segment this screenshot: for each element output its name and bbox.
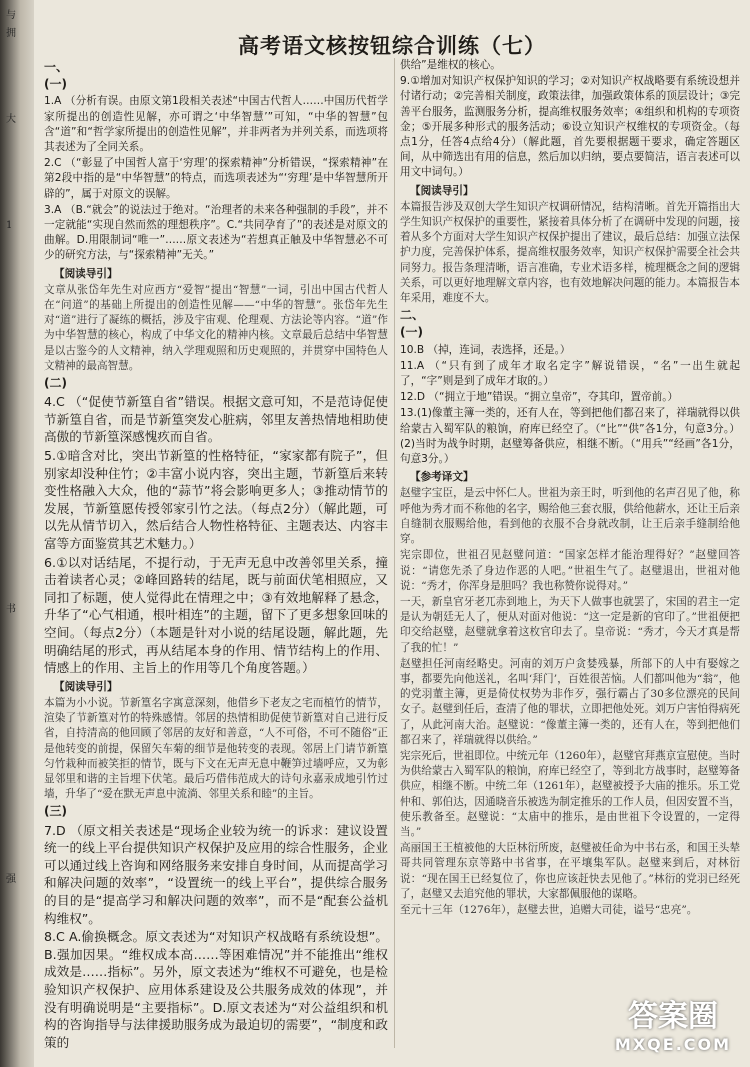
spine-char: 拥: [6, 28, 16, 39]
left-column: [44, 58, 388, 1052]
column-divider: [394, 58, 395, 1048]
watermark-logo-text: 答案圈: [628, 999, 718, 1034]
translation-paragraph: 一天，新皇官牙老兀赤到地上，为天下人做事也就罢了，宋国的君主一定是认为朝廷无人了，便从对面对他说：“这一定是新的官印了。”世祖便把印交给赵璧，赵璧就拿着这枚官印去了。皇帝说：“秀才，今天才真是帮了我的忙！”: [400, 595, 740, 654]
watermark-logo-url: MXQE.COM: [614, 1035, 732, 1054]
subsection-heading: (一): [44, 77, 67, 92]
answer-item: 12.D （“拥立于地”错误。“拥立皇帝”，夺其印，置帝前。）: [400, 391, 679, 404]
answer-item: 1.A （分析有误。由原文第1段相关表述“中国古代哲人……中国历代哲学家所提出的创造性见解，亦可谓之‘中华智慧’”可知，“中华的智慧”包含“道”和“哲学家所提出的创造性见解”，并非两者为并列关系，而选项将其表述为了全同关系。: [44, 95, 388, 154]
page-title: 高考语文核按钮综合训练（七）: [238, 33, 546, 58]
translation-paragraph: 赵璧担任河南经略史。河南的刘万户贪婪残暴，所部下的人中有娶嫁之事，都要先向他送礼，名叫‘拜门’，百姓很苦恼。人们都叫他为“翁”，他的党羽董主簿，更是倚仗权势为非作歹，强行霸占了30多位漂亮的民间女子。赵璧到任后，查清了他的罪状，立即把他处死。刘万户害怕得病死了，从此河南大治。赵璧说：“像董主簿一类的，还有人在，等到把他们都召来了，祥瑞就得以供给。”: [400, 657, 740, 746]
translation-paragraph: 高丽国王王植被他的大臣林衍所废，赵璧被任命为中书右丞，和国王头辇哥共同管理东京等路中书省事，在平壤集军队。赵璧来到后，对林衍说：“现在国王已经复位了，你也应该赶快去见他了。”林衍的党羽已经死了，赵璧又去追究他的罪状，大家都佩服他的谋略。: [400, 842, 740, 900]
answer-item: 8.C A.偷换概念。原文表述为“对知识产权战略有系统设想”。B.强加因果。“维权成本高……等困难情况”并不能推出“维权成效是……指标”。另外，原文表述为“维权不可避免，也是检验知识产权保护、应用体系建设及公共服务成效的体现”，并没有明确说明是“主要指标”。D.原文表述为“对公益组织和机构的咨询指导与法律援助服务成为最迫切的需要”，“制度和政策的: [44, 929, 388, 1050]
translation-paragraph: 宪宗死后，世祖即位。中统元年（1260年），赵璧官拜燕京宣慰使。当时为供给蒙古入蜀军队的粮饷，府库已经空了，等到北方战事时，赵璧筹备供应，相继不断。中统二年（1261年），赵璧被授予大庙的推乐。乐工党仲和、郭伯达，因通晓音乐被选为制定推乐的工作人员，但因安置不当，使乐教备至。赵璧说：“太庙中的推乐，是由世祖下令设置的，一定得当。”: [400, 749, 740, 838]
section-heading: 一、: [44, 60, 69, 74]
spine-char: 强: [6, 874, 16, 885]
reading-guide-text: 本篇报告涉及双创大学生知识产权调研情况，结构清晰。首先开篇指出大学生知识产权保护的重要性，紧接着具体分析了在调研中发现的问题，接着从多个方面对大学生知识产权保护提出了建议，最后总结：加强立法保护力度，完善保护体系，提高维权服务效率，知识产权保护需要全社会共同努力。报告条理清晰，语言准确，专业术语多样，梳理概念之间的逻辑关系，可以更好地理解文章内容，也有效地解决问题的能力。本篇报告本年采用，难度不大。: [400, 200, 740, 305]
section-heading: 二、: [400, 308, 425, 323]
book-spine: [0, 0, 34, 1067]
translation-paragraph: 宪宗即位，世祖召见赵璧问道：“国家怎样才能治理得好？”赵璧回答说：“请您先杀了身边作恶的人吧。”世祖生气了。赵璧退出，世祖对他说：“秀才，你浑身是胆吗？我也称赞你说得对。”: [400, 549, 740, 592]
reading-guide-heading: 【 阅读导引 】: [54, 267, 388, 282]
subsection-heading: (一): [400, 325, 423, 340]
answer-page: [34, 0, 750, 1067]
reading-guide-text: 本篇为小小说。节新篁名字寓意深刻，他借乡下老友之宅而植竹的情节，渲染了节新篁对竹的特殊感情。邻居的热情相助促使节新篁对自己进行反省，自持清高的他回顾了邻居的友好和善意，“人不可俗，不可不随俗”正是他转变的前提，保留矢车菊的细节是他转变的表现。邻居上门请节新篁匀竹栽种而被笑拒的情节，既与下文在无声无息中鞭笋过墙呼应，又为彰显邻里和谐的主旨埋下伏笔。最后巧借伟范成大的诗句永嘉汞成地引竹过墙，升华了“爱在默无声息中流淌、邻里关系和睦”的主旨。: [44, 696, 388, 801]
translation-heading: 【 参考译文 】: [410, 470, 740, 485]
translation-paragraph: 赵璧字宝臣，是云中怀仁人。世祖为亲王时，听到他的名声召见了他，称呼他为秀才而不称他的名字，赐给他三套衣服，供给他薪水，还让王后亲自缝制衣服赐给他，看到他的衣服不合身就改制，让王后亲手缝制给他穿。: [400, 487, 740, 546]
spine-char: 大: [6, 114, 16, 125]
reading-guide-heading: 【 阅读导引 】: [54, 680, 388, 695]
right-column: [400, 58, 740, 919]
answer-item: 5.①暗含对比，突出节新篁的性格特征，“家家都有院子”，但别家却没种住竹；②丰富小说内容，突出主题，节新篁后来转变性格融入大众，他的“蒜节”将会影响更多人；③推动情节的发展，节新篁愿传授邻家引竹之法。（每点2分）（解此题，可以先从情节切入，然后结合人物性格特征、主题表达、内容丰富等方面鉴赏其艺术魅力。）: [44, 448, 388, 552]
spine-char: 书: [6, 604, 16, 615]
answer-continuation: 供给”是维权的核心。: [400, 59, 501, 71]
subsection-heading: (三): [44, 804, 67, 819]
answer-item: 4.C （“促使节新篁自省”错误。根据文意可知，不是范诗促使节新篁自省，而是节新篁突发心脏病，邻里友善热情地相助使高傲的节新篁深感愧疚而自省。: [44, 394, 388, 445]
answer-item: 9.①增加对知识产权保护知识的学习；②对知识产权战略要有系统设想并付诸行动；②完善相关制度，政策法律，加强政策体系的顶层设计；③完善平台服务，监测服务分析，提高维权服务效率；④组织和机构的专项资金；⑤开展多种形式的服务活动；⑥设立知识产权维权的专项资金。（每点1分，任答4点给4分）（解此题，首先要根据题干要求，确定答题区间，从中筛选出有用的信息，然后加以归纳，要点要简洁，语言表述可以用文中词句。）: [400, 75, 740, 179]
answer-item: 6.①以对话结尾，不提行动，于无声无息中改善邻里关系，撞击着读者心灵；②峰回路转的结尾，既与前面伏笔相照应，又同扣了标题，使人觉得此在情理之中；③有效地解释了悬念，升华了“心气相通，根叶相连”的主题，留下了更多想象回味的空间。（每点2分）（本题是针对小说的结尾设题，解此题，先明确结尾的形式，再从结尾本身的作用、情节结构上的作用、情感上的作用、主旨上的作用等几个角度答题。）: [44, 554, 388, 676]
answer-item: 7.D （原文相关表述是“现场企业较为统一的诉求：建议设置统一的线上平台提供知识产权保护及应用的综合性服务，企业可以通过线上咨询和网络服务来安排自身时间，从而提高学习和解决问题的效率”，“设置统一的线上平台”，提供综合服务的目的是“提高学习和解决问题的效率”，而不是“配套公益机构维权”。: [44, 822, 388, 926]
reading-guide-text: 文章从张岱年先生对应西方“爱智”提出“智慧”一词，引出中国古代哲人在“问道”的基础上所提出的创造性见解——“中华的智慧”。张岱年先生对“道”进行了凝练的概括，涉及宇宙观、伦理观、方法论等内容。“道”作为中华智慧的核心，构成了中华文化的精神内核。文章最后总结中华智慧是以古鉴今的人文精神，纳入学理观照和历史观照的，并贯穿中国特色人文精神的最高智慧。: [44, 283, 388, 372]
translation-paragraph: 至元十三年（1276年），赵璧去世，追赠大司徒，谥号“忠亮”。: [400, 903, 698, 916]
reading-guide-heading: 【 阅读导引 】: [410, 184, 740, 199]
watermark-logo: [608, 999, 738, 1059]
answer-item: 11.A （“只有到了成年才取名定字”解说错误，“名”一出生就起了，“字”则是到了成年才取的。）: [400, 359, 740, 388]
spine-char: 与: [6, 10, 16, 21]
answer-item: 13.(1)像董主簿一类的，还有人在，等到把他们都召来了，祥瑞就得以供给蒙古入蜀军队的粮饷，府库已经空了。（“比”“供”各1分，句意3分。）(2)当时为战争时期，赵璧筹备供应，相继不断。（“用兵”“经画”各1分，句意3分。）: [400, 407, 740, 466]
answer-item: 3.A （B.“就会”的说法过于绝对。“治理者的未来各种强制的手段”，并不一定就能“实现自然而然的理想秩序”。C.“共同孕育了”的表述是对原文的曲解。D.用限制词“唯一”……原文表述为“若想真正触及中华智慧必不可少的研究方法，与“探索精神”无关。”: [44, 203, 388, 262]
answer-item: 10.B （掉，连词，表选择，还是。）: [400, 343, 571, 356]
answer-item: 2.C （“彰显了中国哲人富于‘穷理’的探索精神”分析错误，“探索精神”在第2段中指的是“中华智慧”的特点，而选项表述为“‘穷理’是中华智慧所开辟的”，属于对原文的误解。: [44, 157, 388, 200]
spine-char: 1: [6, 220, 13, 231]
subsection-heading: (二): [44, 376, 67, 391]
